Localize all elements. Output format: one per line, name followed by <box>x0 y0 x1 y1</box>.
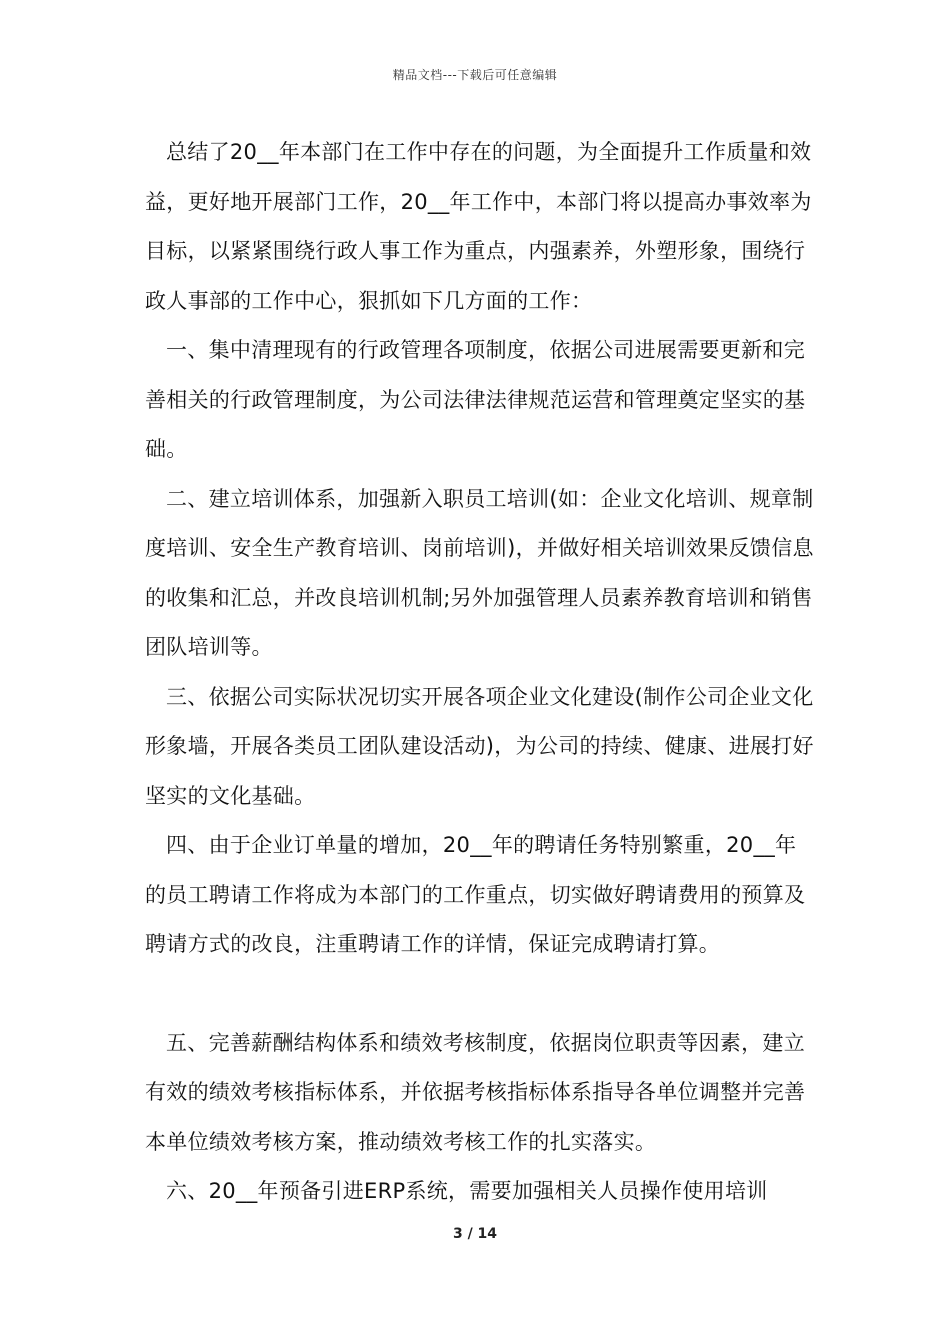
item-paragraph-1: 一、集中清理现有的行政管理各项制度，依据公司进展需要更新和完善相关的行政管理制度，为公司法律法律规范运营和管理奠定坚实的基础。 <box>145 338 806 461</box>
item-paragraph-5: 五、完善薪酬结构体系和绩效考核制度，依据岗位职责等因素，建立有效的绩效考核指标体系，并依据考核指标体系指导各单位调整并完善本单位绩效考核方案，推动绩效考核工作的扎实落实。 <box>145 1030 806 1154</box>
item-paragraph-4: 四、由于企业订单量的增加，20__年的聘请任务特别繁重，20__年的员工聘请工作将成为本部门的工作重点，切实做好聘请费用的预算及聘请方式的改良，注重聘请工作的详情，保证完成聘请打算。 <box>145 833 806 956</box>
item-paragraph-6: 六、20__年预备引进ERP系统，需要加强相关人员操作使用培训 <box>166 1179 768 1203</box>
intro-paragraph: 总结了20__年本部门在工作中存在的问题，为全面提升工作质量和效益，更好地开展部门工作，20__年工作中，本部门将以提高办事效率为目标，以紧紧围绕行政人事工作为重点，内强素养，外塑形象，围绕行政人事部的工作中心，狠抓如下几方面的工作： <box>145 140 812 313</box>
item-paragraph-2: 二、建立培训体系，加强新入职员工培训(如：企业文化培训、规章制度培训、安全生产教育培训、岗前培训)，并做好相关培训效果反馈信息的收集和汇总，并改良培训机制;另外加强管理人员素养教育培训和销售团队培训等。 <box>145 486 814 659</box>
page-number: 3 / 14 <box>452 1226 498 1242</box>
page-header: 精品文档---下载后可任意编辑 <box>392 68 558 82</box>
item-paragraph-3: 三、依据公司实际状况切实开展各项企业文化建设(制作公司企业文化形象墙，开展各类员工团队建设活动)，为公司的持续、健康、进展打好坚实的文化基础。 <box>145 684 814 808</box>
document-body <box>145 128 817 1217</box>
